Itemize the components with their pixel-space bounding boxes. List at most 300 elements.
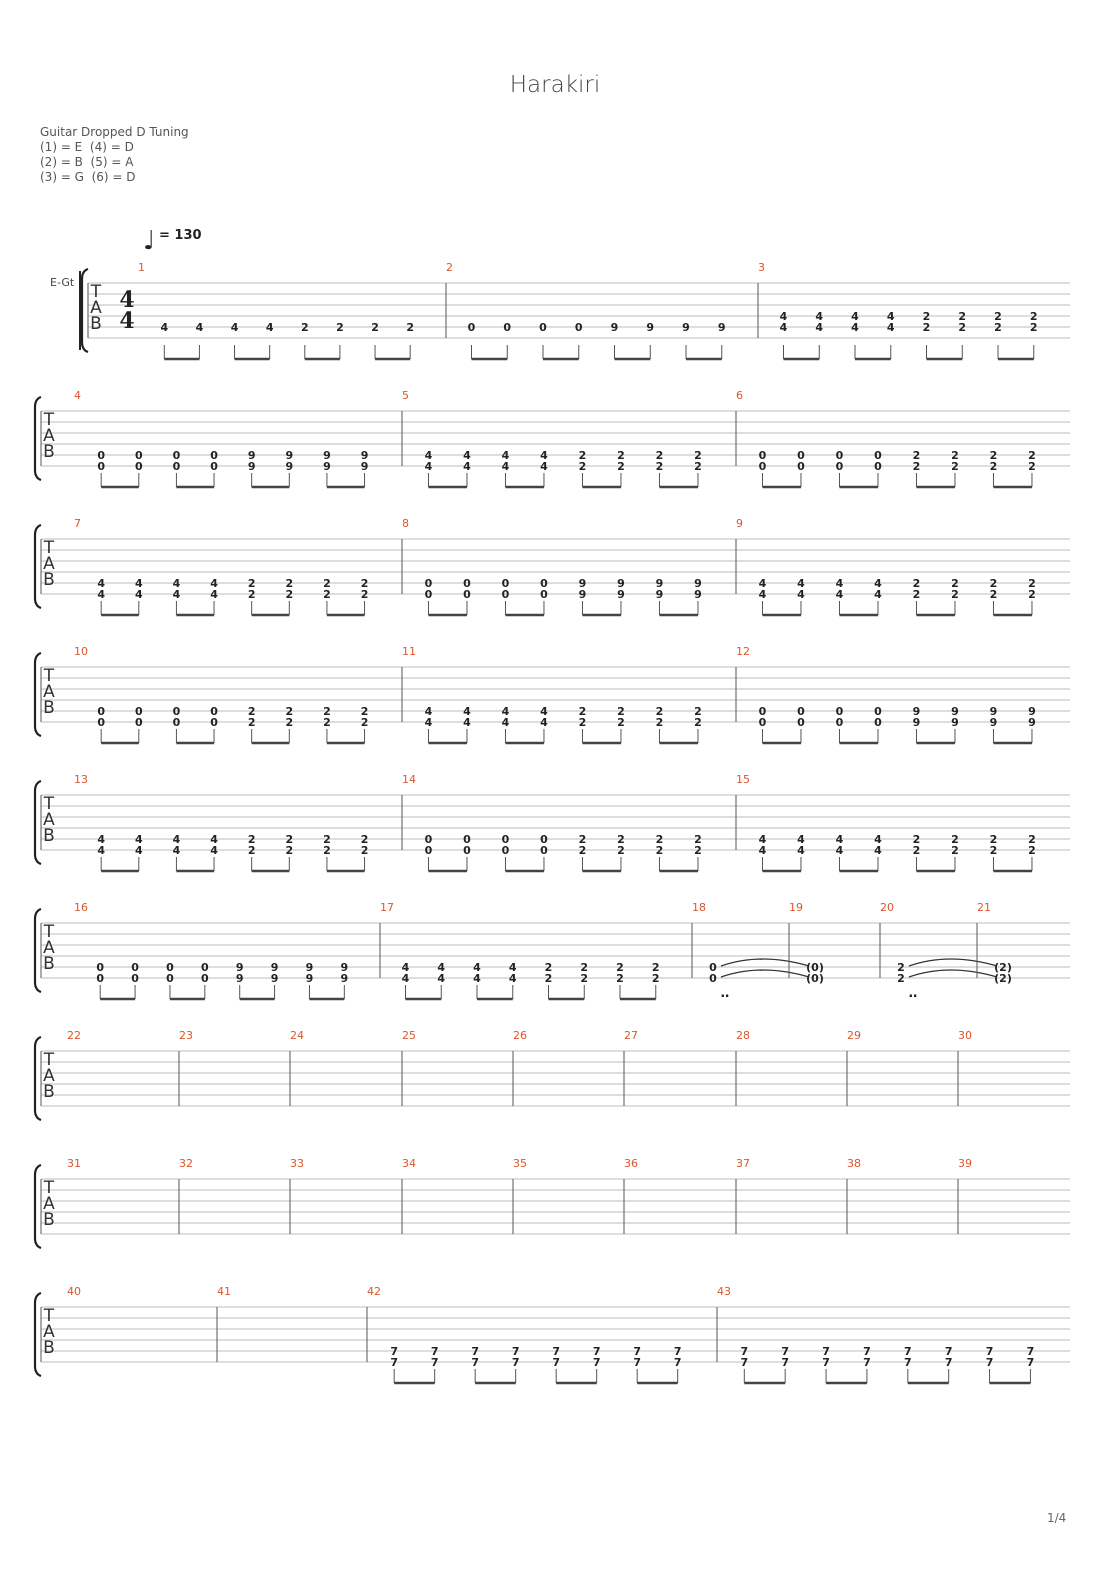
tab-clef-letter: B	[43, 442, 55, 462]
fret-number: 0	[758, 460, 767, 473]
fret-number: 4	[97, 844, 105, 857]
fret-number: 7	[511, 1356, 520, 1369]
tie-arc	[721, 959, 809, 966]
fret-number: 4	[758, 833, 767, 846]
fret-number: 4	[134, 577, 143, 590]
fret-number: 2	[323, 716, 331, 729]
fret-number: 9	[285, 460, 294, 473]
fret-number: 2	[694, 716, 702, 729]
fret-number: 2	[300, 321, 309, 334]
fret-number: 2	[951, 588, 959, 601]
fret-number: 9	[655, 588, 664, 601]
fret-number: 7	[822, 1356, 830, 1369]
fret-number: 9	[323, 460, 331, 473]
fret-number: 7	[633, 1356, 642, 1369]
fret-number: 7	[592, 1356, 601, 1369]
fret-number: 0	[797, 716, 805, 729]
fret-number: 2	[1029, 321, 1038, 334]
fret-number: 0	[424, 844, 433, 857]
fret-number: 2	[617, 705, 625, 718]
fret-number: 4	[501, 460, 510, 473]
fret-number: 0	[172, 705, 181, 718]
system-bracket	[35, 1165, 41, 1248]
fret-number: 0	[539, 321, 547, 334]
fret-number: 4	[160, 321, 169, 334]
measure-number: 4	[74, 389, 81, 402]
fret-number: 4	[886, 310, 895, 323]
fret-number: 9	[285, 449, 294, 462]
fret-number: 4	[230, 321, 239, 334]
fret-number: 2	[655, 705, 664, 718]
fret-number: 0	[463, 844, 471, 857]
fret-number: 2	[922, 321, 931, 334]
fret-number: 9	[323, 449, 331, 462]
fret-number: 7	[592, 1345, 601, 1358]
fret-number: 2	[617, 449, 625, 462]
fret-number: 0	[709, 961, 717, 974]
tempo-marking	[143, 226, 202, 256]
fret-number: 4	[437, 961, 446, 974]
measure-number: 20	[880, 901, 894, 914]
fret-number: 7	[985, 1345, 994, 1358]
fret-number: 4	[172, 588, 181, 601]
fret-number: 7	[390, 1356, 399, 1369]
fret-number: 2	[694, 844, 702, 857]
fret-number: 0	[758, 449, 767, 462]
system-bracket	[35, 909, 41, 992]
measure-number: 18	[692, 901, 706, 914]
measure-number: 24	[290, 1029, 304, 1042]
fret-number: 0	[210, 716, 218, 729]
fret-number: 4	[210, 833, 218, 846]
fret-number: 9	[360, 449, 369, 462]
staff-system	[35, 1285, 1070, 1383]
fret-number: 4	[265, 321, 274, 334]
fret-number: 4	[463, 449, 471, 462]
fret-number: 4	[473, 961, 481, 974]
fret-number: 4	[195, 321, 204, 334]
measure-number: 15	[736, 773, 750, 786]
fret-number: 7	[781, 1345, 790, 1358]
fret-number: 7	[944, 1356, 953, 1369]
fret-number: 2	[897, 961, 905, 974]
measure-number: 28	[736, 1029, 750, 1042]
fret-number: 2	[1028, 588, 1036, 601]
measure-number: 31	[67, 1157, 81, 1170]
fret-number: 0	[540, 588, 548, 601]
fret-number: 7	[673, 1345, 682, 1358]
fret-number: 9	[617, 577, 625, 590]
measure-number: 40	[67, 1285, 81, 1298]
fret-number: 4	[540, 716, 548, 729]
fret-number: 4	[758, 577, 767, 590]
fret-number: 4	[501, 449, 510, 462]
fret-number: 0	[797, 449, 805, 462]
system-bracket	[35, 525, 41, 608]
fret-number: (0)	[806, 972, 824, 985]
fret-number: 2	[1028, 833, 1036, 846]
fret-number: 4	[97, 577, 105, 590]
fret-number: 4	[97, 833, 105, 846]
measure-number: 2	[446, 261, 453, 274]
fret-number: 0	[709, 972, 717, 985]
tab-clef-letter: B	[43, 1082, 55, 1102]
fret-number: 2	[580, 972, 589, 985]
fret-number: 9	[578, 588, 587, 601]
fret-number: 9	[247, 449, 256, 462]
fret-number: 0	[172, 460, 181, 473]
time-signature-denominator: 4	[119, 308, 135, 334]
fret-number: 2	[651, 961, 660, 974]
fret-number: 2	[578, 844, 587, 857]
fret-number: 2	[360, 577, 369, 590]
fret-number: 2	[989, 460, 998, 473]
fret-number: 2	[651, 972, 660, 985]
tab-clef-letter: T	[43, 922, 55, 942]
fret-number: (0)	[806, 961, 824, 974]
fret-number: 2	[406, 321, 414, 334]
fret-number: 2	[247, 705, 256, 718]
fret-number: 4	[210, 577, 218, 590]
measure-number: 7	[74, 517, 81, 530]
staff-system	[35, 389, 1070, 487]
song-title: Harakiri	[509, 72, 601, 98]
fret-number: 4	[779, 310, 788, 323]
fret-number: 9	[989, 716, 998, 729]
fret-number: 4	[97, 588, 105, 601]
fret-number: 4	[501, 705, 510, 718]
system-bracket	[35, 653, 41, 736]
fret-number: 7	[430, 1356, 439, 1369]
fret-number: 9	[694, 577, 702, 590]
fret-number: 2	[655, 844, 664, 857]
fret-number: 2	[617, 716, 625, 729]
fret-number: 2	[578, 460, 587, 473]
fret-number: 0	[96, 961, 105, 974]
fret-number: 0	[501, 588, 510, 601]
fret-number: 4	[424, 705, 433, 718]
system-bracket	[35, 781, 41, 864]
instrument-label: E-Gt	[50, 276, 75, 289]
tab-clef-letter: T	[43, 538, 55, 558]
fret-number: 7	[1026, 1345, 1035, 1358]
fret-number: 7	[552, 1345, 561, 1358]
fret-number: 4	[797, 844, 805, 857]
fret-number: 9	[951, 705, 959, 718]
fret-number: (2)	[994, 972, 1012, 985]
measure-number: 1	[138, 261, 145, 274]
fret-number: 7	[471, 1356, 480, 1369]
fret-number: 2	[360, 833, 369, 846]
tuning-line: (1) = E (4) = D	[40, 140, 134, 154]
fret-number: 9	[360, 460, 369, 473]
tab-clef-letter: B	[43, 570, 55, 590]
system-bracket	[35, 1037, 41, 1120]
fret-number: 4	[463, 705, 471, 718]
fret-number: 0	[97, 449, 105, 462]
fret-number: 9	[578, 577, 587, 590]
fret-number: 4	[401, 961, 410, 974]
fret-number: 9	[270, 972, 279, 985]
fret-number: 2	[285, 705, 294, 718]
fret-number: 0	[131, 961, 139, 974]
fret-number: 2	[616, 972, 624, 985]
fret-number: 4	[501, 716, 510, 729]
fret-number: 7	[390, 1345, 399, 1358]
fret-number: 2	[544, 972, 553, 985]
fret-number: 2	[360, 588, 369, 601]
page-number: 1/4	[1047, 1511, 1067, 1525]
fret-number: 2	[285, 844, 294, 857]
measure-number: 43	[717, 1285, 731, 1298]
tab-clef-letter: T	[43, 410, 55, 430]
fret-number: 0	[835, 449, 844, 462]
fret-number: 0	[758, 705, 767, 718]
tuning-line: (3) = G (6) = D	[40, 170, 136, 184]
fret-number: 0	[201, 972, 209, 985]
fret-number: 2	[951, 833, 959, 846]
staff-system	[35, 1029, 1070, 1120]
fret-number: 2	[922, 310, 931, 323]
fret-number: 4	[851, 321, 859, 334]
fret-number: 2	[958, 321, 967, 334]
fret-number: 2	[323, 705, 331, 718]
tie-arc	[721, 970, 809, 977]
fret-number: 9	[235, 961, 244, 974]
tab-clef-letter: A	[43, 682, 55, 702]
fret-number: 2	[912, 588, 921, 601]
staff-system	[35, 901, 1070, 1001]
fret-number: 2	[694, 705, 702, 718]
measure-number: 32	[179, 1157, 193, 1170]
staff-system	[35, 517, 1070, 615]
tab-clef-letter: B	[43, 1210, 55, 1230]
measure-number: 35	[513, 1157, 527, 1170]
fret-number: 9	[1028, 705, 1036, 718]
fret-number: 4	[508, 961, 517, 974]
fret-number: 4	[172, 844, 181, 857]
system-bracket	[35, 1293, 41, 1376]
fret-number: 0	[835, 460, 844, 473]
fret-number: 4	[540, 449, 548, 462]
fret-number: 0	[501, 844, 510, 857]
measure-number: 13	[74, 773, 88, 786]
fret-number: 0	[503, 321, 512, 334]
fret-number: 2	[958, 310, 967, 323]
fret-number: 9	[247, 460, 256, 473]
fret-number: 2	[1028, 460, 1036, 473]
fret-number: 0	[424, 833, 433, 846]
system-bracket	[82, 269, 88, 352]
fret-number: 2	[323, 833, 331, 846]
fret-number: 4	[797, 833, 805, 846]
fret-number: 2	[360, 844, 369, 857]
fret-number: 7	[863, 1356, 871, 1369]
fret-number: 4	[815, 310, 824, 323]
tab-clef-letter: B	[43, 698, 55, 718]
measure-number: 22	[67, 1029, 81, 1042]
tab-clef-letter: T	[43, 1178, 55, 1198]
fret-number: 9	[646, 321, 655, 334]
tab-clef-letter: A	[43, 938, 55, 958]
measure-number: 34	[402, 1157, 416, 1170]
fret-number: 2	[247, 716, 256, 729]
fret-number: 0	[540, 577, 548, 590]
staff-system	[35, 1157, 1070, 1248]
fret-number: (2)	[994, 961, 1012, 974]
fret-number: 2	[912, 844, 921, 857]
fret-number: 9	[717, 321, 726, 334]
fret-number: 4	[540, 705, 548, 718]
fret-number: 2	[360, 705, 369, 718]
fret-number: 9	[1028, 716, 1036, 729]
fret-number: 0	[797, 705, 805, 718]
fret-number: 2	[1029, 310, 1038, 323]
fret-number: 2	[616, 961, 624, 974]
measure-number: 25	[402, 1029, 416, 1042]
fret-number: 7	[903, 1356, 912, 1369]
fret-number: 7	[740, 1356, 749, 1369]
fret-number: 2	[578, 833, 587, 846]
fret-number: 4	[210, 588, 218, 601]
fret-number: 4	[758, 588, 767, 601]
fret-number: 0	[874, 449, 882, 462]
measure-number: 5	[402, 389, 409, 402]
fret-number: 2	[989, 449, 998, 462]
fret-number: 0	[463, 588, 471, 601]
fret-number: 4	[874, 577, 882, 590]
fret-number: 0	[166, 961, 174, 974]
fret-number: 2	[655, 833, 664, 846]
fret-number: 0	[835, 716, 844, 729]
tab-clef-letter: T	[90, 282, 102, 302]
fret-number: 4	[540, 460, 548, 473]
fret-number: 2	[912, 833, 921, 846]
fret-number: 2	[285, 588, 294, 601]
fret-number: 7	[471, 1345, 480, 1358]
fret-number: 9	[235, 972, 244, 985]
fret-number: 4	[401, 972, 410, 985]
time-signature-numerator: 4	[119, 287, 135, 313]
fret-number: 0	[874, 705, 882, 718]
fret-number: 7	[822, 1345, 830, 1358]
fret-number: 0	[97, 716, 105, 729]
measure-number: 39	[958, 1157, 972, 1170]
tie-arc	[909, 959, 997, 966]
measure-number: 42	[367, 1285, 381, 1298]
measure-number: 8	[402, 517, 409, 530]
measure-number: 16	[74, 901, 88, 914]
fret-number: 0	[467, 321, 476, 334]
tuning-line: (2) = B (5) = A	[40, 155, 134, 169]
measure-number: 41	[217, 1285, 231, 1298]
fret-number: 4	[874, 844, 882, 857]
fret-number: 2	[951, 844, 959, 857]
fret-number: 2	[951, 460, 959, 473]
fret-number: 2	[247, 577, 256, 590]
staff-system	[35, 645, 1070, 743]
fret-number: 4	[874, 833, 882, 846]
fret-number: 2	[247, 588, 256, 601]
fret-number: 0	[134, 460, 143, 473]
fret-number: 2	[285, 577, 294, 590]
fret-number: 2	[1028, 449, 1036, 462]
staff-system	[35, 773, 1070, 871]
fret-number: 0	[97, 705, 105, 718]
fret-number: 4	[835, 844, 844, 857]
fret-number: 2	[951, 449, 959, 462]
fret-number: 2	[323, 577, 331, 590]
fret-number: 4	[424, 716, 433, 729]
fret-number: 2	[578, 716, 587, 729]
fret-number: 9	[340, 972, 349, 985]
fret-number: 2	[323, 844, 331, 857]
fret-number: 7	[944, 1345, 953, 1358]
fret-number: 2	[617, 833, 625, 846]
fret-number: 9	[655, 577, 664, 590]
fret-number: 2	[989, 588, 998, 601]
fret-number: 9	[305, 961, 314, 974]
fret-number: 2	[897, 972, 905, 985]
fret-number: 7	[781, 1356, 790, 1369]
fret-number: 0	[131, 972, 139, 985]
fret-number: 0	[797, 460, 805, 473]
fret-number: 4	[172, 833, 181, 846]
fret-number: 0	[574, 321, 583, 334]
fret-number: 0	[134, 449, 143, 462]
fret-number: 0	[134, 705, 143, 718]
fret-number: 4	[134, 833, 143, 846]
fret-number: 2	[694, 833, 702, 846]
fret-number: 9	[912, 705, 921, 718]
measure-number: 21	[977, 901, 991, 914]
fret-number: 2	[994, 321, 1002, 334]
fret-number: 0	[501, 833, 510, 846]
fret-number: 0	[424, 588, 433, 601]
fret-number: 2	[989, 844, 998, 857]
fret-number: 7	[903, 1345, 912, 1358]
fret-number: 0	[172, 449, 181, 462]
staff-system	[80, 261, 1070, 359]
fret-number: 9	[912, 716, 921, 729]
fret-number: 0	[463, 577, 471, 590]
tab-clef-letter: T	[43, 1306, 55, 1326]
tab-clef-letter: B	[43, 954, 55, 974]
fret-number: 4	[508, 972, 517, 985]
fret-number: 2	[544, 961, 553, 974]
fret-number: 4	[424, 449, 433, 462]
fret-number: 9	[610, 321, 619, 334]
fret-number: 2	[694, 449, 702, 462]
fret-number: 9	[694, 588, 702, 601]
fret-number: 2	[323, 588, 331, 601]
fret-number: 4	[835, 588, 844, 601]
fret-number: 4	[797, 588, 805, 601]
fret-number: 0	[874, 460, 882, 473]
fret-number: 0	[424, 577, 433, 590]
fret-number: 9	[270, 961, 279, 974]
fret-number: 2	[912, 449, 921, 462]
rhythm-dots: ‥	[720, 986, 730, 1001]
fret-number: 2	[912, 460, 921, 473]
fret-number: 4	[886, 321, 895, 334]
fret-number: 7	[552, 1356, 561, 1369]
fret-number: 9	[989, 705, 998, 718]
fret-number: 0	[210, 449, 218, 462]
fret-number: 2	[247, 833, 256, 846]
fret-number: 4	[172, 577, 181, 590]
fret-number: 0	[97, 460, 105, 473]
